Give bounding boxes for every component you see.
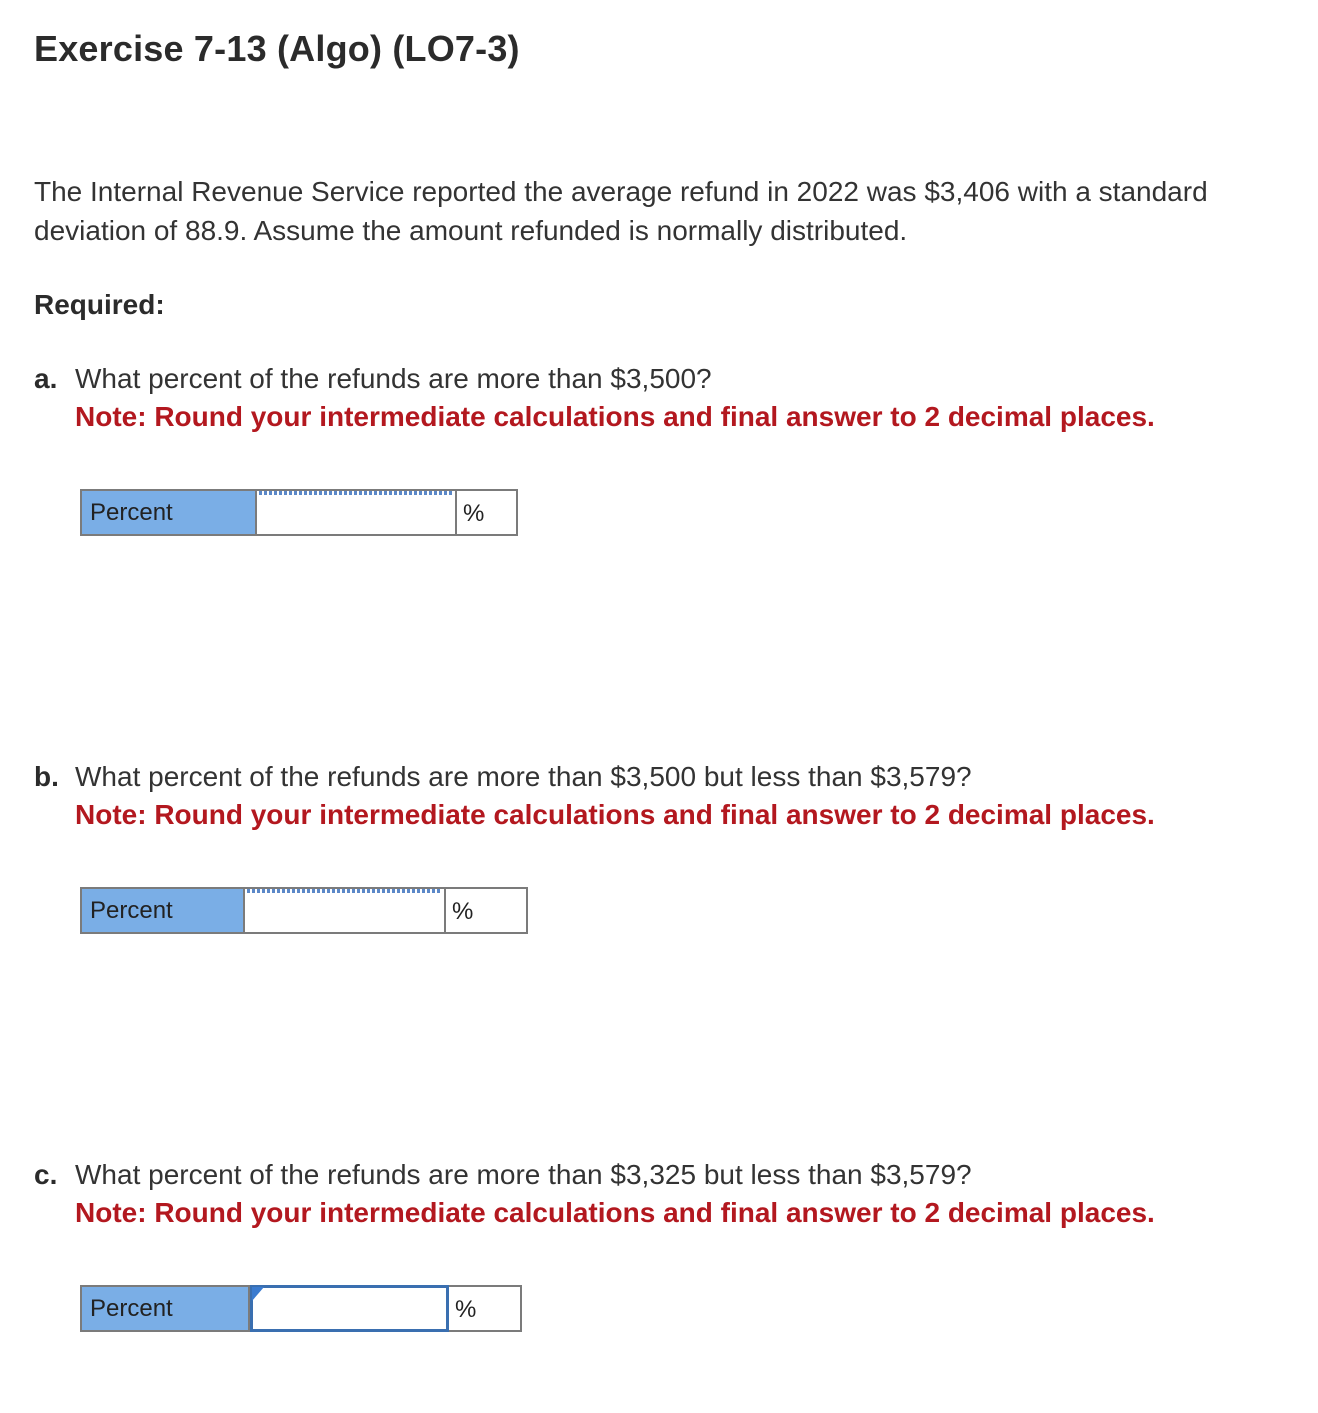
answer-row-a xyxy=(80,489,518,536)
question-text: What percent of the refunds are more than $3,500 but less than $3,579? xyxy=(75,761,972,792)
answer-input-c-wrapper[interactable] xyxy=(250,1285,449,1332)
rounding-note: Note: Round your intermediate calculations and final answer to 2 decimal places. xyxy=(75,401,1155,432)
rounding-note: Note: Round your intermediate calculations and final answer to 2 decimal places. xyxy=(75,1197,1155,1228)
input-dotted-indicator xyxy=(247,889,442,893)
percent-unit: % xyxy=(446,887,528,934)
percent-unit: % xyxy=(449,1285,522,1332)
percent-unit: % xyxy=(457,489,518,536)
answer-input-b-wrapper[interactable] xyxy=(245,887,446,934)
rounding-note: Note: Round your intermediate calculations and final answer to 2 decimal places. xyxy=(75,799,1155,830)
focus-corner-indicator xyxy=(252,1287,264,1301)
answer-input-a-wrapper[interactable] xyxy=(257,489,457,536)
question-letter: b. xyxy=(34,761,59,792)
question-b xyxy=(34,758,1284,834)
input-dotted-indicator xyxy=(259,491,453,495)
answer-input-c[interactable] xyxy=(252,1287,447,1330)
question-text: What percent of the refunds are more than $3,325 but less than $3,579? xyxy=(75,1159,972,1190)
answer-row-c xyxy=(80,1285,522,1332)
problem-statement: The Internal Revenue Service reported the average refund in 2022 was $3,406 with a standard deviation of 88.9. Assume the amount refunded is normally distributed. xyxy=(34,176,1208,246)
question-letter: c. xyxy=(34,1159,58,1190)
answer-row-b xyxy=(80,887,528,934)
page-title: Exercise 7-13 (Algo) (LO7-3) xyxy=(34,28,520,69)
answer-label: Percent xyxy=(80,1285,250,1332)
question-text: What percent of the refunds are more than $3,500? xyxy=(75,363,712,394)
answer-input-a[interactable] xyxy=(257,491,455,534)
question-a xyxy=(34,360,1284,436)
question-c xyxy=(34,1156,1284,1232)
answer-input-b[interactable] xyxy=(245,889,444,932)
required-heading: Required: xyxy=(34,289,165,320)
question-letter: a. xyxy=(34,363,58,394)
answer-label: Percent xyxy=(80,887,245,934)
answer-label: Percent xyxy=(80,489,257,536)
